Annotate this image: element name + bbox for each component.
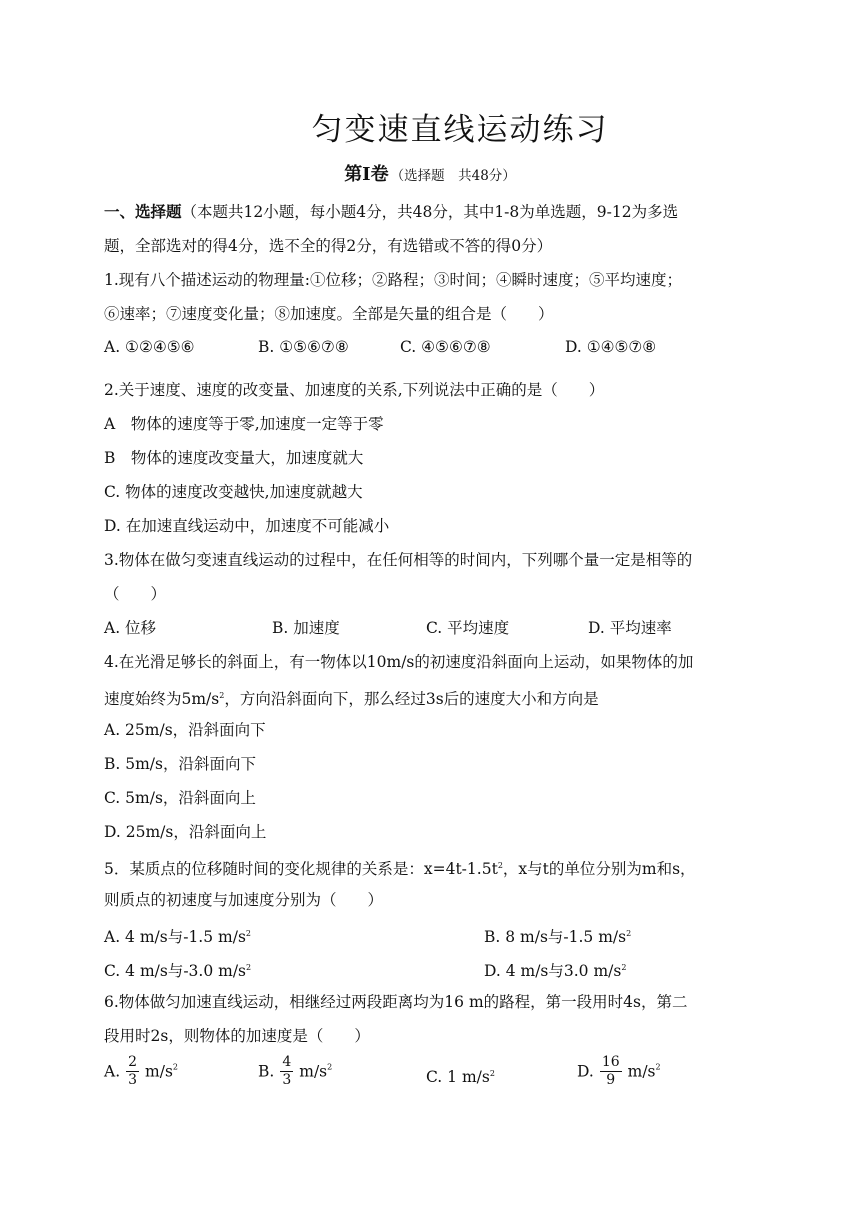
q5-option-a-text: A. 4 m/s与-1.5 m/s [104,928,246,946]
q4-option-c[interactable]: C. 5m/s，沿斜面向上 [104,789,256,807]
q6-option-b-label: B. [258,1062,275,1081]
q5-stem-text-b: ，x与t的单位分别为m和s， [502,860,696,878]
q4-option-d[interactable]: D. 25m/s，沿斜面向上 [104,823,267,841]
q1-option-b[interactable]: B. ①⑤⑥⑦⑧ [258,338,349,356]
q5-option-c-sup: 2 [246,963,252,972]
q6-option-d-fraction [600,1054,622,1089]
q5-option-a[interactable] [104,924,251,947]
q6-option-a-label: A. [104,1062,121,1081]
q3-option-a[interactable]: A. 位移 [104,619,157,637]
q6-option-a-fraction [126,1054,139,1089]
q5-stem-sup: 2 [497,861,503,870]
q5-option-d-text: D. 4 m/s与3.0 m/s [484,962,622,980]
q3-stem-line2: （ ） [104,585,167,603]
q6-option-d-unit: m/s [627,1062,656,1081]
q6-option-b-fraction [280,1054,293,1089]
q3-option-b[interactable]: B. 加速度 [272,619,340,637]
section-instructions-text: （本题共12小题，每小题4分，共48分，其中1-8为单选题，9-12为多选 [181,203,679,221]
q2-option-a[interactable]: A 物体的速度等于零,加速度一定等于零 [104,415,384,433]
q6-option-b-sup: 2 [327,1062,333,1072]
q5-option-b[interactable] [484,924,631,947]
q2-option-b[interactable]: B 物体的速度改变量大，加速度就大 [104,449,364,467]
q5-option-c-text: C. 4 m/s与-3.0 m/s [104,962,247,980]
q6-option-a-numerator: 2 [128,1054,138,1070]
q1-option-a[interactable]: A. ①②④⑤⑥ [104,338,195,356]
q4-stem-sup: 2 [219,691,225,700]
q6-option-c-sup: 2 [489,1069,495,1078]
q5-stem-text-a: 5．某质点的位移随时间的变化规律的关系是：x=4t-1.5t [104,860,498,878]
q6-option-b-denominator: 3 [282,1072,292,1088]
q5-option-d[interactable] [484,958,626,981]
q3-stem-line1: 3.物体在做匀变速直线运动的过程中，在任何相等的时间内，下列哪个量一定是相等的 [104,551,693,569]
q5-option-b-text: B. 8 m/s与-1.5 m/s [484,928,627,946]
q6-option-c[interactable] [426,1064,495,1087]
q6-option-b-numerator: 4 [282,1054,292,1070]
q6-option-a-sup: 2 [172,1062,179,1072]
volume-note: （选择题 共48分） [390,168,516,184]
q6-option-a[interactable] [104,1054,178,1089]
q5-stem-line2: 则质点的初速度与加速度分别为（ ） [104,891,384,909]
q4-stem-text-b: ，方向沿斜面向下，那么经过3s后的速度大小和方向是 [224,690,599,708]
q2-stem: 2.关于速度、速度的改变量、加速度的关系,下列说法中正确的是（ ） [104,381,605,399]
q1-option-d[interactable]: D. ①④⑤⑦⑧ [565,338,657,356]
section-instructions-line2: 题，全部选对的得4分，选不全的得2分，有选错或不答的得0分） [104,237,553,255]
q2-option-c[interactable]: C. 物体的速度改变越快,加速度就越大 [104,483,363,501]
q6-option-a-denominator: 3 [128,1072,138,1088]
q6-stem-line2: 段用时2s，则物体的加速度是（ ） [104,1027,370,1045]
q6-option-a-unit: m/s [145,1062,173,1081]
q6-options [104,1054,764,1094]
q5-option-a-sup: 2 [245,929,251,938]
q1-stem-line2: ⑥速率；⑦速度变化量；⑧加速度。全部是矢量的组合是（ ） [104,305,554,323]
q2-option-d[interactable]: D. 在加速直线运动中，加速度不可能减小 [104,517,390,535]
q4-option-b[interactable]: B. 5m/s，沿斜面向下 [104,755,256,773]
q5-option-c[interactable] [104,958,251,981]
q5-option-b-sup: 2 [626,929,632,938]
q3-option-d[interactable]: D. 平均速率 [588,619,672,637]
volume-label: 第Ⅰ卷 [344,164,389,185]
q4-stem-text-a: 速度始终为5m/s [104,690,220,708]
q6-option-d-label: D. [577,1062,594,1081]
q5-stem-line1 [104,856,696,879]
q4-stem-line1: 4.在光滑足够长的斜面上，有一物体以10m/s的初速度沿斜面向上运动，如果物体的加 [104,653,694,671]
q6-option-b-unit: m/s [299,1062,328,1081]
q5-option-d-sup: 2 [621,963,627,972]
q6-option-d[interactable] [577,1054,661,1089]
q6-option-d-denominator: 9 [606,1072,616,1088]
q6-option-b[interactable] [258,1054,332,1089]
q4-stem-line2 [104,686,599,709]
q6-option-c-label: C. [426,1068,443,1086]
q1-stem-line1: 1.现有八个描述运动的物理量:①位移；②路程；③时间；④瞬时速度；⑤平均速度； [104,271,683,289]
q6-option-d-sup: 2 [655,1062,661,1072]
q4-option-a[interactable]: A. 25m/s，沿斜面向下 [104,721,266,739]
q6-stem-line1: 6.物体做匀加速直线运动，相继经过两段距离均为16 m的路程，第一段用时4s，第二 [104,993,688,1011]
page-title: 匀变速直线运动练习 [311,112,609,148]
q1-option-c[interactable]: C. ④⑤⑥⑦⑧ [400,338,491,356]
section-instructions-line1 [104,202,678,222]
q6-option-c-text: 1 m/s [447,1068,490,1086]
q6-option-d-numerator: 16 [601,1054,620,1070]
q3-option-c[interactable]: C. 平均速度 [426,619,510,637]
section-heading: 一、选择题 [104,203,182,221]
section-subtitle [0,160,860,186]
